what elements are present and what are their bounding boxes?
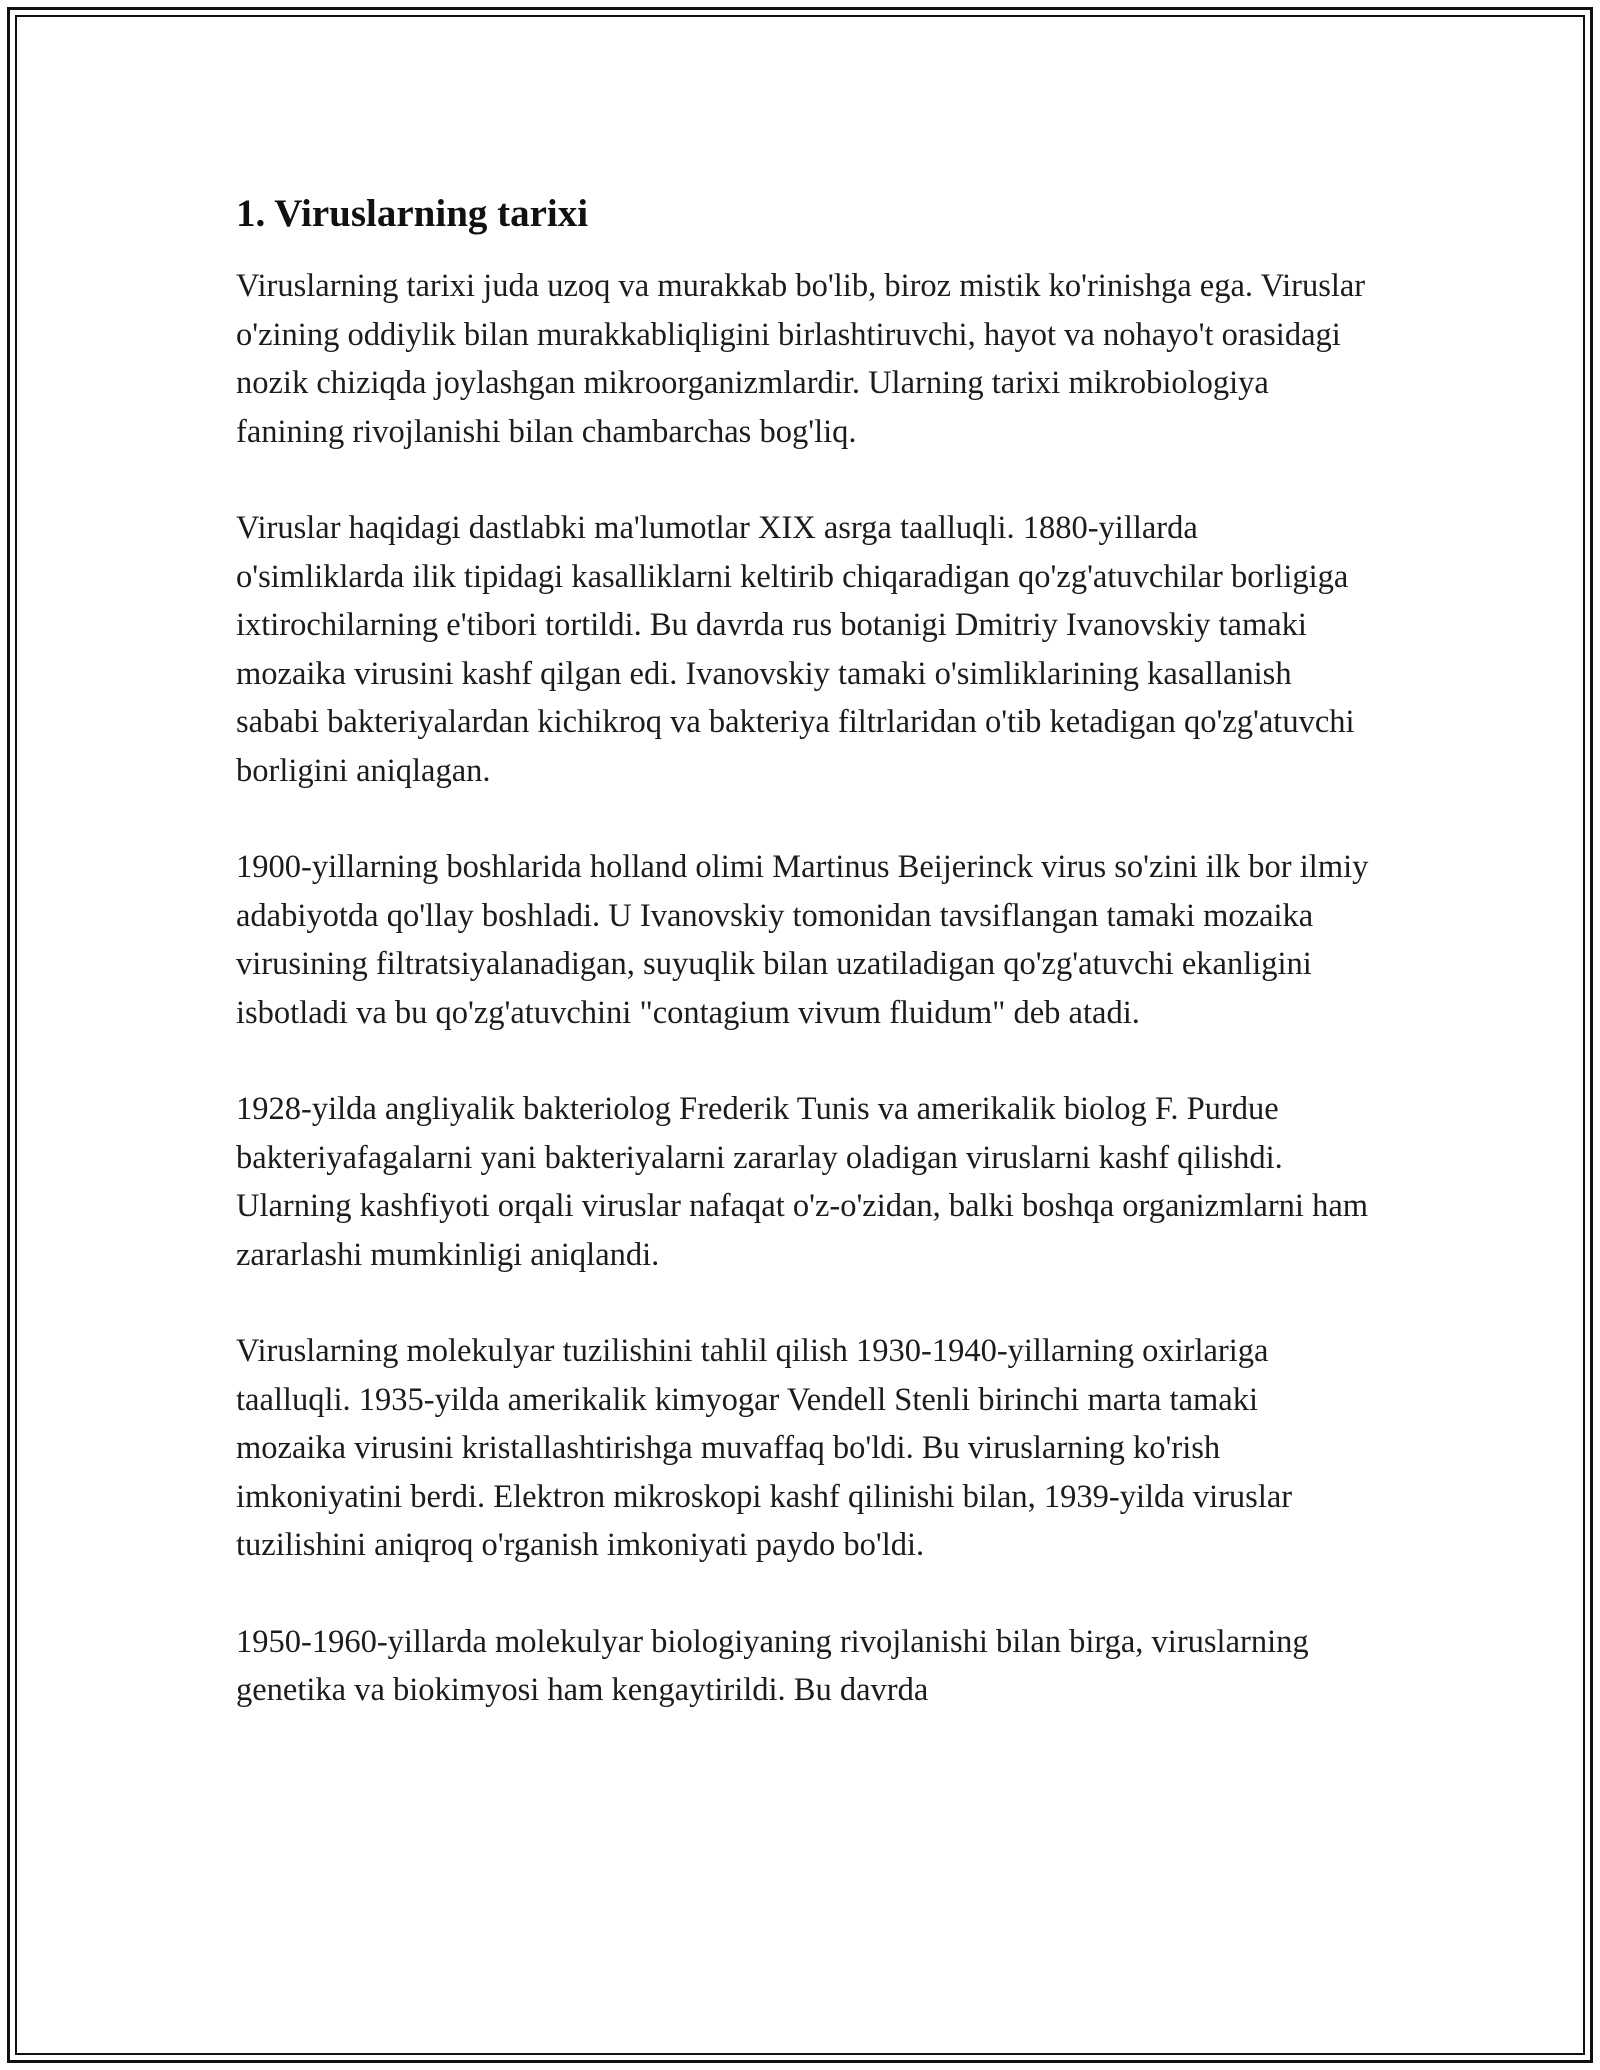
paragraph-beijerinck: 1900-yillarning boshlarida holland olimi Martinus Beijerinck virus so'zini ilk bor ilmiy adabiyotda qo'llay boshladi. U Ivanovskiy tomonidan tavsiflangan tamaki mozaika virusining filtratsiyalanadigan, suyuqlik bilan uzatiladigan qo'zg'atuvchi ekanligini isbotladi va bu qo'zg'atuvchini "contagium vivum fluidum" deb atadi. xyxy=(236,849,1369,1031)
paragraph-bacteriophages: 1928-yilda angliyalik bakteriolog Frederik Tunis va amerikalik biolog F. Purdue bakteriyafagalarni yani bakteriyalarni zararlay oladigan viruslarni kashf qilishdi. Ularning kashfiyoti orqali viruslar nafaqat o'z-o'zidan, balki boshqa organizmlarni ham zararlashi mumkinligi aniqlandi. xyxy=(236,1091,1369,1273)
paragraph-molecular-biology: 1950-1960-yillarda molekulyar biologiyaning rivojlanishi bilan birga, viruslarning genetika va biokimyosi ham kengaytirildi. Bu davrda xyxy=(236,1623,1309,1708)
paragraph-intro: Viruslarning tarixi juda uzoq va murakkab bo'lib, biroz mistik ko'rinishga ega. Viruslar o'zining oddiylik bilan murakkabliqligini birlashtiruvchi, hayot va nohayo't orasidagi nozik chiziqda joylashgan mikroorganizmlardir. Ularning tarixi mikrobiologiya fanining rivojlanishi bilan chambarchas bog'liq. xyxy=(236,268,1366,450)
document-body xyxy=(236,186,1371,1763)
paragraph-molecular-structure: Viruslarning molekulyar tuzilishini tahlil qilish 1930-1940-yillarning oxirlariga taalluqli. 1935-yilda amerikalik kimyogar Vendell Stenli birinchi marta tamaki mozaika virusini kristallashtirishga muvaffaq bo'ldi. Bu viruslarning ko'rish imkoniyatini berdi. Elektron mikroskopi kashf qilinishi bilan, 1939-yilda viruslar tuzilishini aniqroq o'rganish imkoniyati paydo bo'ldi. xyxy=(236,1333,1293,1563)
paragraph-early-discoveries: Viruslar haqidagi dastlabki ma'lumotlar XIX asrga taalluqli. 1880-yillarda o'simliklarda ilik tipidagi kasalliklarni keltirib chiqaradigan qo'zg'atuvchilar borligiga ixtirochilarning e'tibori tortildi. Bu davrda rus botanigi Dmitriy Ivanovskiy tamaki mozaika virusini kashf qilgan edi. Ivanovskiy tamaki o'simliklarining kasallanish sababi bakteriyalardan kichikroq va bakteriya filtrlaridan o'tib ketadigan qo'zg'atuvchi borligini aniqlagan. xyxy=(236,510,1355,789)
section-heading: 1. Viruslarning tarixi xyxy=(236,192,589,235)
